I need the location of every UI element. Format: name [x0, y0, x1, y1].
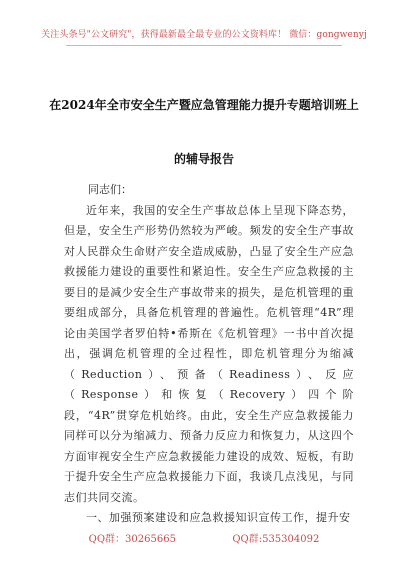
document-title-line-1: 在2024年全市安全生产暨应急管理能力提升专题培训班上: [49, 98, 359, 112]
document-body: [64, 180, 354, 529]
paragraph-1: 近年来，我国的安全生产事故总体上呈现下降态势，但是，安全生产形势仍然较为严峻。频发的安全生产事故对人民群众生命财产安全造成威胁，凸显了安全生产应急救援能力建设的重要性和紧迫性。安全生产应急救援的主要目的是减少安全生产事故带来的损失，是危机管理的重要组成部分，具备危机管理的普遍性。危机管理“4R”理论由美国学者罗伯特•希斯在《危机管理》一书中首次提出，强调危机管理的全过程性，即危机管理分为缩减（Reduction）、预备（Readiness）、反应（Response）和恢复（Recovery）四个阶段，“4R”贯穿危机始终。由此，安全生产应急救援能力同样可以分为缩减力、预备力反应力和恢复力，从这四个方面审视安全生产应急救援能力建设的成效、短板，有助于提升安全生产应急救援能力下面，我谈几点浅见，与同志们共同交流。: [64, 203, 354, 504]
header-divider: [66, 45, 342, 46]
salutation: 同志们：: [88, 183, 132, 196]
header-promo-text: 关注头条号"公文研究"，获得最新最全最专业的公文资料库！ 微信：gongwenyj: [41, 30, 367, 40]
footer-qq-groups: [0, 530, 408, 545]
footer-qq-group-1: QQ群：30265665: [88, 534, 176, 545]
document-title-line-2: 的辅导报告: [173, 152, 234, 166]
footer-qq-group-2: QQ群:535304092: [232, 534, 320, 545]
paragraph-2: 一、加强预案建设和应急救援知识宣传工作，提升安: [86, 511, 351, 524]
